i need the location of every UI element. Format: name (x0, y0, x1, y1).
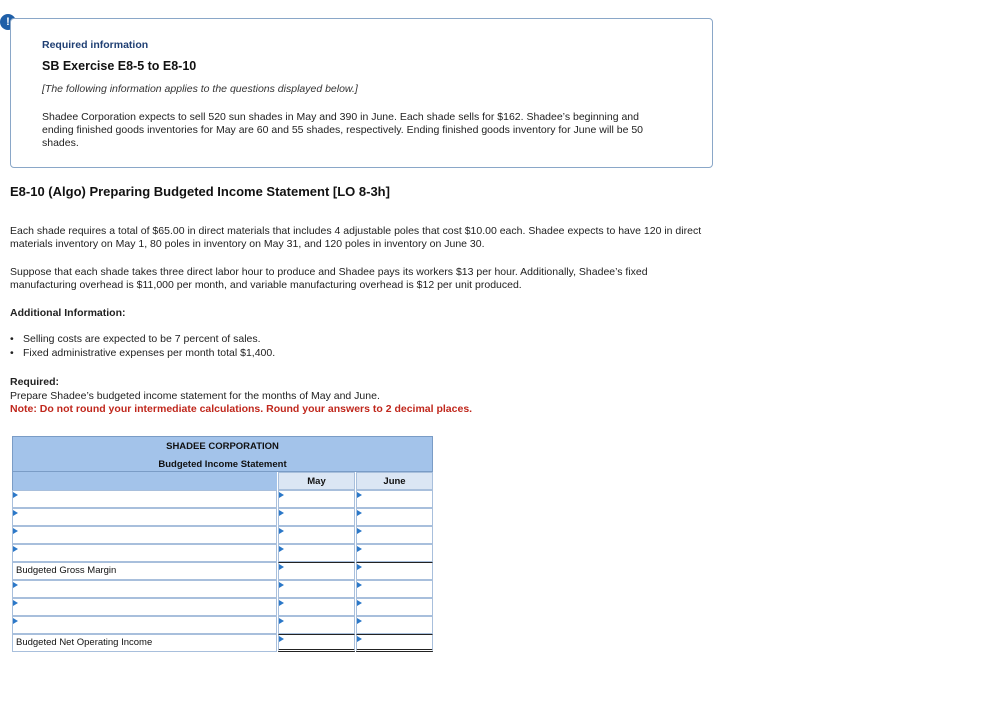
dropdown-arrow-icon (13, 582, 18, 588)
input-arrow-icon (357, 492, 362, 498)
column-may: May (278, 472, 355, 490)
input-arrow-icon (357, 510, 362, 516)
june-input[interactable] (356, 616, 433, 634)
statement-title: Budgeted Income Statement (158, 459, 287, 470)
dropdown-arrow-icon (13, 546, 18, 552)
input-arrow-icon (357, 564, 362, 570)
row-label-dropdown[interactable] (12, 580, 277, 598)
net-operating-income-label: Budgeted Net Operating Income (12, 634, 277, 652)
required-information-box (10, 18, 713, 168)
may-net-income-input[interactable] (278, 634, 355, 652)
row-label-dropdown[interactable] (12, 544, 277, 562)
june-input[interactable] (356, 508, 433, 526)
input-arrow-icon (279, 564, 284, 570)
input-arrow-icon (357, 528, 362, 534)
may-input[interactable] (278, 616, 355, 634)
income-statement-table (12, 436, 433, 652)
input-arrow-icon (279, 492, 284, 498)
may-input[interactable] (278, 526, 355, 544)
table-row (12, 508, 433, 526)
may-gross-margin-input[interactable] (278, 562, 355, 580)
input-arrow-icon (279, 546, 284, 552)
table-header (12, 436, 433, 472)
input-arrow-icon (357, 600, 362, 606)
section-title: E8-10 (Algo) Preparing Budgeted Income Statement [LO 8-3h] (10, 184, 390, 199)
input-arrow-icon (279, 582, 284, 588)
row-label-dropdown[interactable] (12, 598, 277, 616)
input-arrow-icon (279, 600, 284, 606)
info-note: [The following information applies to the questions displayed below.] (42, 83, 358, 95)
required-title: Required: (10, 376, 60, 388)
input-arrow-icon (279, 510, 284, 516)
dropdown-arrow-icon (13, 618, 18, 624)
list-item: • Fixed administrative expenses per month total $1,400. (10, 347, 275, 361)
june-input[interactable] (356, 526, 433, 544)
paragraph-labor: Suppose that each shade takes three direct labor hour to produce and Shadee pays its workers $13 per hour. Additionally, Shadee’s fixed manufacturing overhead is $11,000 per month, and variable manufacturing overhead is $12 per unit produced. (10, 266, 648, 291)
input-arrow-icon (357, 546, 362, 552)
may-input[interactable] (278, 490, 355, 508)
june-input[interactable] (356, 580, 433, 598)
may-input[interactable] (278, 598, 355, 616)
gross-margin-row (12, 562, 433, 580)
list-item: • Selling costs are expected to be 7 percent of sales. (10, 333, 275, 347)
june-gross-margin-input[interactable] (356, 562, 433, 580)
dropdown-arrow-icon (13, 528, 18, 534)
june-net-income-input[interactable] (356, 634, 433, 652)
table-row (12, 526, 433, 544)
column-june: June (356, 472, 433, 490)
may-input[interactable] (278, 580, 355, 598)
input-arrow-icon (357, 618, 362, 624)
dropdown-arrow-icon (13, 510, 18, 516)
table-row (12, 580, 433, 598)
input-arrow-icon (279, 618, 284, 624)
dropdown-arrow-icon (13, 492, 18, 498)
may-input[interactable] (278, 508, 355, 526)
input-arrow-icon (279, 636, 284, 642)
additional-info-title: Additional Information: (10, 307, 126, 319)
net-operating-income-row (12, 634, 433, 652)
june-input[interactable] (356, 544, 433, 562)
paragraph-materials: Each shade requires a total of $65.00 in direct materials that includes 4 adjustable poles that cost $10.00 each. Shadee expects to have 120 in direct materials inventory on May 1, 80 poles in inventory on May 31, and 120 poles in inventory on June 30. (10, 225, 702, 250)
input-arrow-icon (357, 582, 362, 588)
row-label-dropdown[interactable] (12, 526, 277, 544)
company-name: SHADEE CORPORATION (166, 441, 279, 452)
june-input[interactable] (356, 490, 433, 508)
table-row (12, 490, 433, 508)
additional-info-list (10, 333, 275, 360)
column-header-row (12, 472, 433, 490)
june-input[interactable] (356, 598, 433, 616)
table-row (12, 598, 433, 616)
info-paragraph: Shadee Corporation expects to sell 520 sun shades in May and 390 in June. Each shade sells for $162. Shadee’s beginning and ending finished goods inventories for May are 60 and 55 shades, respectively. Ending finished goods inventory for June will be 50 shades. (42, 111, 644, 149)
alert-icon: ! (0, 14, 16, 30)
input-arrow-icon (357, 636, 362, 642)
table-row (12, 616, 433, 634)
may-input[interactable] (278, 544, 355, 562)
exercise-title: SB Exercise E8-5 to E8-10 (42, 59, 197, 73)
gross-margin-label: Budgeted Gross Margin (12, 562, 277, 580)
required-text: Prepare Shadee’s budgeted income statement for the months of May and June. (10, 390, 380, 402)
table-row (12, 544, 433, 562)
input-arrow-icon (279, 528, 284, 534)
row-label-dropdown[interactable] (12, 616, 277, 634)
required-information-heading: Required information (42, 39, 149, 51)
dropdown-arrow-icon (13, 600, 18, 606)
row-label-dropdown[interactable] (12, 508, 277, 526)
row-label-dropdown[interactable] (12, 490, 277, 508)
rounding-note: Note: Do not round your intermediate calculations. Round your answers to 2 decimal places. (10, 403, 473, 415)
